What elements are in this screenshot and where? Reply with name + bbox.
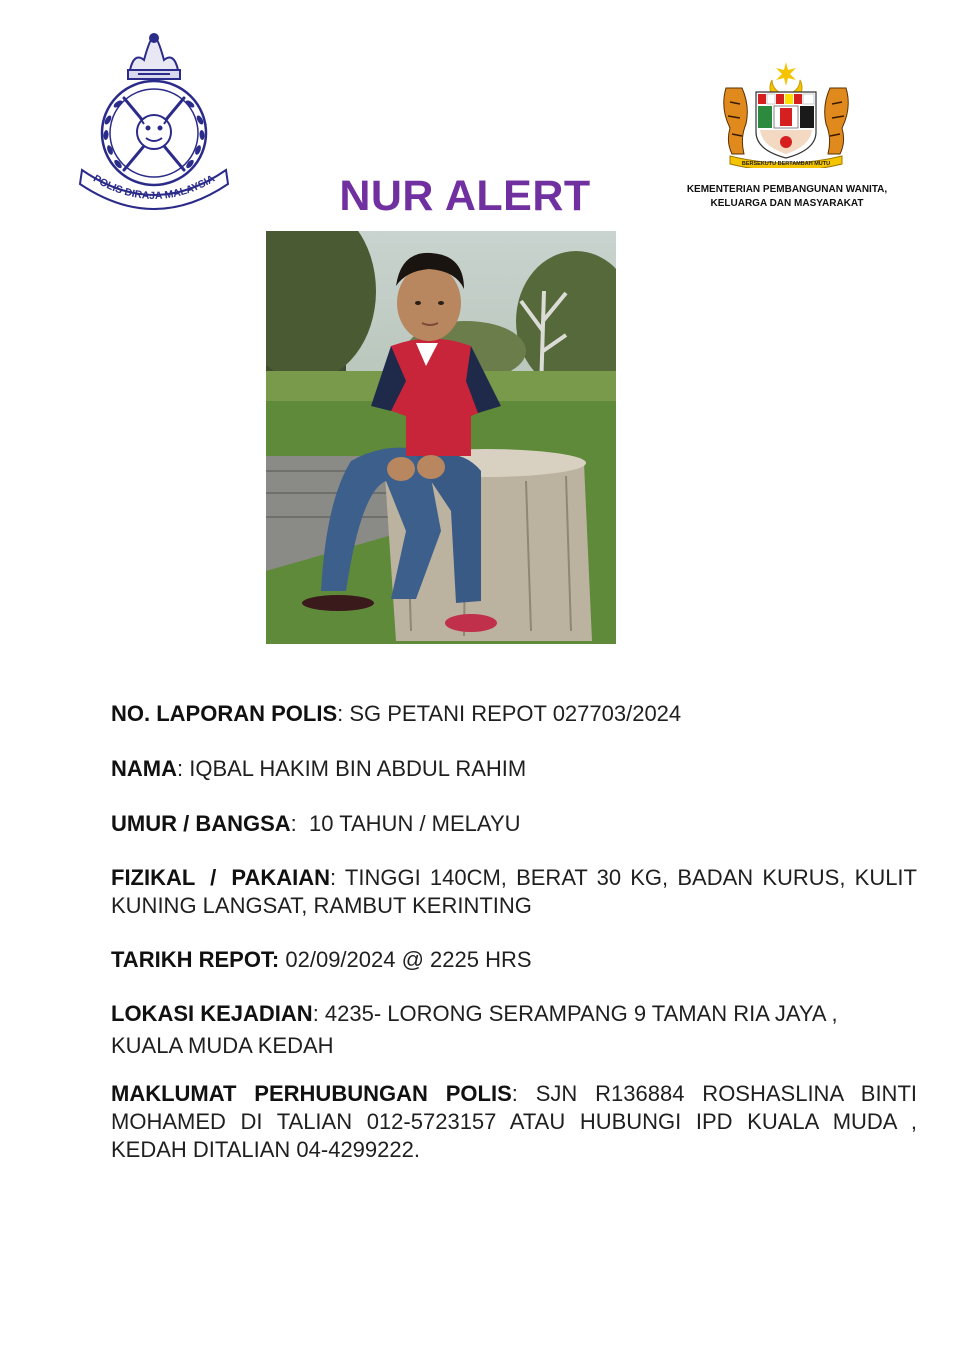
incident-location-value-line2: KUALA MUDA KEDAH: [111, 1033, 334, 1058]
ministry-name-line1: KEMENTERIAN PEMBANGUNAN WANITA,: [686, 184, 888, 195]
name-field: [111, 755, 526, 783]
name-label: NAMA: [111, 756, 177, 781]
incident-location-field: [111, 1000, 917, 1060]
ministry-coat-of-arms-logo: [716, 58, 856, 168]
physical-clothing-label: FIZIKAL / PAKAIAN: [111, 865, 330, 890]
missing-child-photo: [266, 231, 616, 644]
physical-clothing-field: [111, 864, 917, 920]
page-title: NUR ALERT: [339, 172, 591, 220]
report-date-label: TARIKH REPOT:: [111, 947, 280, 972]
age-race-field: [111, 810, 521, 838]
police-report-number-label: NO. LAPORAN POLIS: [111, 701, 338, 726]
report-date-field: [111, 946, 532, 974]
police-report-number-field: [111, 700, 681, 728]
name-value: : IQBAL HAKIM BIN ABDUL RAHIM: [177, 756, 527, 781]
report-date-value: 02/09/2024 @ 2225 HRS: [279, 947, 532, 972]
police-report-number-value: : SG PETANI REPOT 027703/2024: [337, 701, 682, 726]
age-race-label: UMUR / BANGSA: [111, 811, 291, 836]
svg-text:POLIS DIRAJA MALAYSIA: POLIS DIRAJA MALAYSIA: [91, 172, 217, 203]
physical-clothing-value: : TINGGI 140CM, BERAT 30 KG, BADAN KURUS, KULIT KUNING LANGSAT, RAMBUT KERINTING: [111, 865, 917, 918]
svg-text:BERSEKUTU BERTAMBAH MUTU: BERSEKUTU BERTAMBAH MUTU: [741, 161, 831, 167]
ministry-name: [662, 183, 912, 211]
age-race-value: : 10 TAHUN / MELAYU: [290, 811, 521, 836]
police-contact-label: MAKLUMAT PERHUBUNGAN POLIS: [111, 1081, 512, 1106]
police-contact-field: [111, 1080, 917, 1164]
police-contact-value: : SJN R136884 ROSHASLINA BINTI MOHAMED DI TALIAN 012-5723157 ATAU HUBUNGI IPD KUALA MUDA , KEDAH DITALIAN 04-4299222.: [111, 1081, 917, 1162]
incident-location-value-line1: : 4235- LORONG SERAMPANG 9 TAMAN RIA JAYA ,: [312, 1001, 838, 1026]
ministry-name-line2: KELUARGA DAN MASYARAKAT: [710, 198, 864, 209]
incident-location-label: LOKASI KEJADIAN: [111, 1001, 313, 1026]
police-crest-logo: [78, 30, 230, 210]
